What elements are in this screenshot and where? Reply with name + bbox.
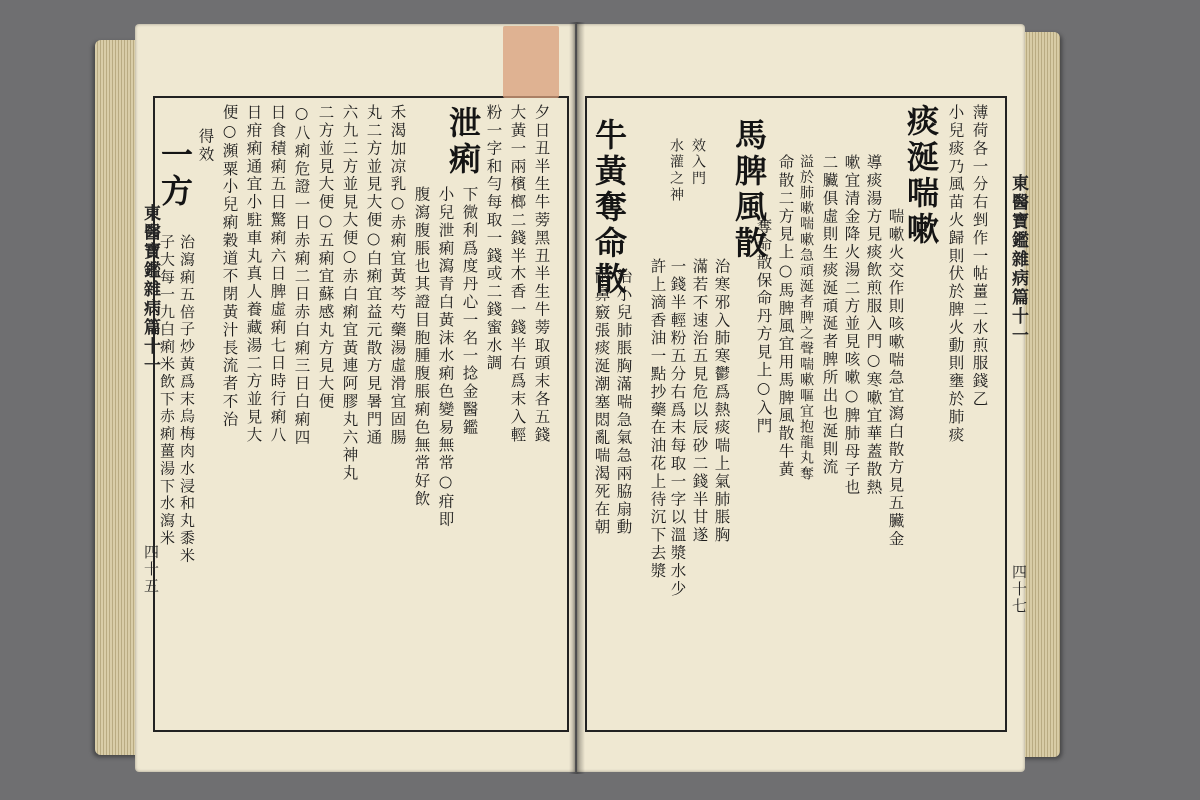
right-heading-1: 痰涎喘嗽 [902,104,940,248]
right-page [577,24,1028,772]
book-gutter [569,22,585,774]
text-column: 小兒泄痢瀉青白黃沫水痢色變易無常○疳即 [436,186,455,529]
text-column: 禾渴加凉乳○赤痢宜黃芩芍藥湯虛滑宜固腸 [388,104,407,447]
text-column: 六九二方並見大便○赤白痢宜黃連阿膠丸六神丸 [340,104,359,483]
text-column: ○八痢危證一日赤痢二日赤白痢三日白痢四 [292,104,311,447]
text-column: 嗽宜清金降火湯二方並見咳嗽○脾肺母子也 [842,154,861,497]
left-heading-bottom: 一方 [156,138,194,210]
text-column: 效入門 [690,138,706,188]
left-margin-title: 東醫寶鑑雜病篇十一 [140,204,160,375]
left-text-frame [153,96,569,732]
text-column: 日食積痢五日驚痢六日脾虛痢七日時行痢八 [268,104,287,445]
text-column: 一錢半輕粉五分右爲末每取一字以溫漿水少 [668,258,687,599]
text-column: 粉一字和勻每取一錢或二錢蜜水調 [484,104,503,373]
text-column: 導痰湯方見痰飲煎服入門○寒嗽宜華蓋散熱 [864,154,883,497]
right-heading-2: 馬脾風散 [730,118,768,262]
text-column: 二方並見大便○五痢宜蘇感丸方見大便 [316,104,335,411]
right-page-edges [1020,32,1060,757]
text-column: 薄荷各一分右剉作一帖薑二水煎服錢乙 [970,104,989,409]
text-column: 滿若不速治五見危以辰砂二錢半甘遂 [690,258,709,545]
left-page [135,24,575,772]
open-book [95,22,1060,774]
library-seal-stamp [503,26,559,98]
right-folio: 四十七 [1010,564,1028,615]
text-column: 日疳痢通宜小駐車丸真人養藏湯二方並見大 [244,104,263,445]
text-column: 便○瀕粟小兒痢穀道不閉黃汁長流者不治 [220,104,239,429]
text-column: 腹瀉腹脹也其證目胞腫腹脹痢色無常好飲 [412,186,431,509]
text-column: 得效 [196,128,215,164]
text-column: 夕日丑半生牛蒡黑丑半生牛蒡取頭末各五錢 [532,104,551,445]
text-column: 治小兒肺脹胸滿喘急氣急兩脇扇動 [614,268,633,537]
left-heading-top: 泄痢 [444,106,482,178]
right-margin-title: 東醫寶鑑雜病篇十一 [1008,174,1028,345]
text-column: 溢於肺嗽喘嗽急頑涎者脾之聲喘嗽嘔宜抱龍丸奪 [798,154,814,482]
right-heading-3: 牛黃奪命散 [590,118,628,298]
left-folio: 四十五 [142,544,160,595]
text-column: 水灌之神 [668,138,684,204]
text-column: 二臟俱虛則生痰涎頑涎者脾所出也涎則流 [820,154,839,477]
right-text-frame [585,96,1007,732]
text-column: 命散二方見上○馬脾風宜用馬脾風散牛黃 [776,154,795,479]
text-column: 兩鼻竅張痰涎潮塞悶亂喘渴死在朝 [592,268,611,537]
text-column: 奪命散保命丹方見上○入門 [754,218,773,436]
text-column: 丸二方並見大便○白痢宜益元散方見暑門通 [364,104,383,447]
text-column: 治瀉痢五倍子炒黃爲末烏梅肉水浸和丸黍米 [178,234,196,565]
text-column: 子大每一九白痢米飲下赤痢薑湯下水瀉米 [158,234,176,548]
text-column: 下微利爲度丹心一名一捻金醫鑑 [460,186,479,437]
text-column: 治寒邪入肺寒鬱爲熱痰喘上氣肺脹胸 [712,258,731,545]
text-column: 大黃一兩檳榔二錢半木香一錢半右爲末入輕 [508,104,527,445]
text-column: 喘嗽火交作則咳嗽喘急宜瀉白散方見五臟金 [886,208,905,549]
text-column: 小兒痰乃風苗火歸則伏於脾火動則壅於肺痰 [946,104,965,445]
text-column: 許上滴香油一點抄藥在油花上待沉下去漿 [648,258,667,581]
